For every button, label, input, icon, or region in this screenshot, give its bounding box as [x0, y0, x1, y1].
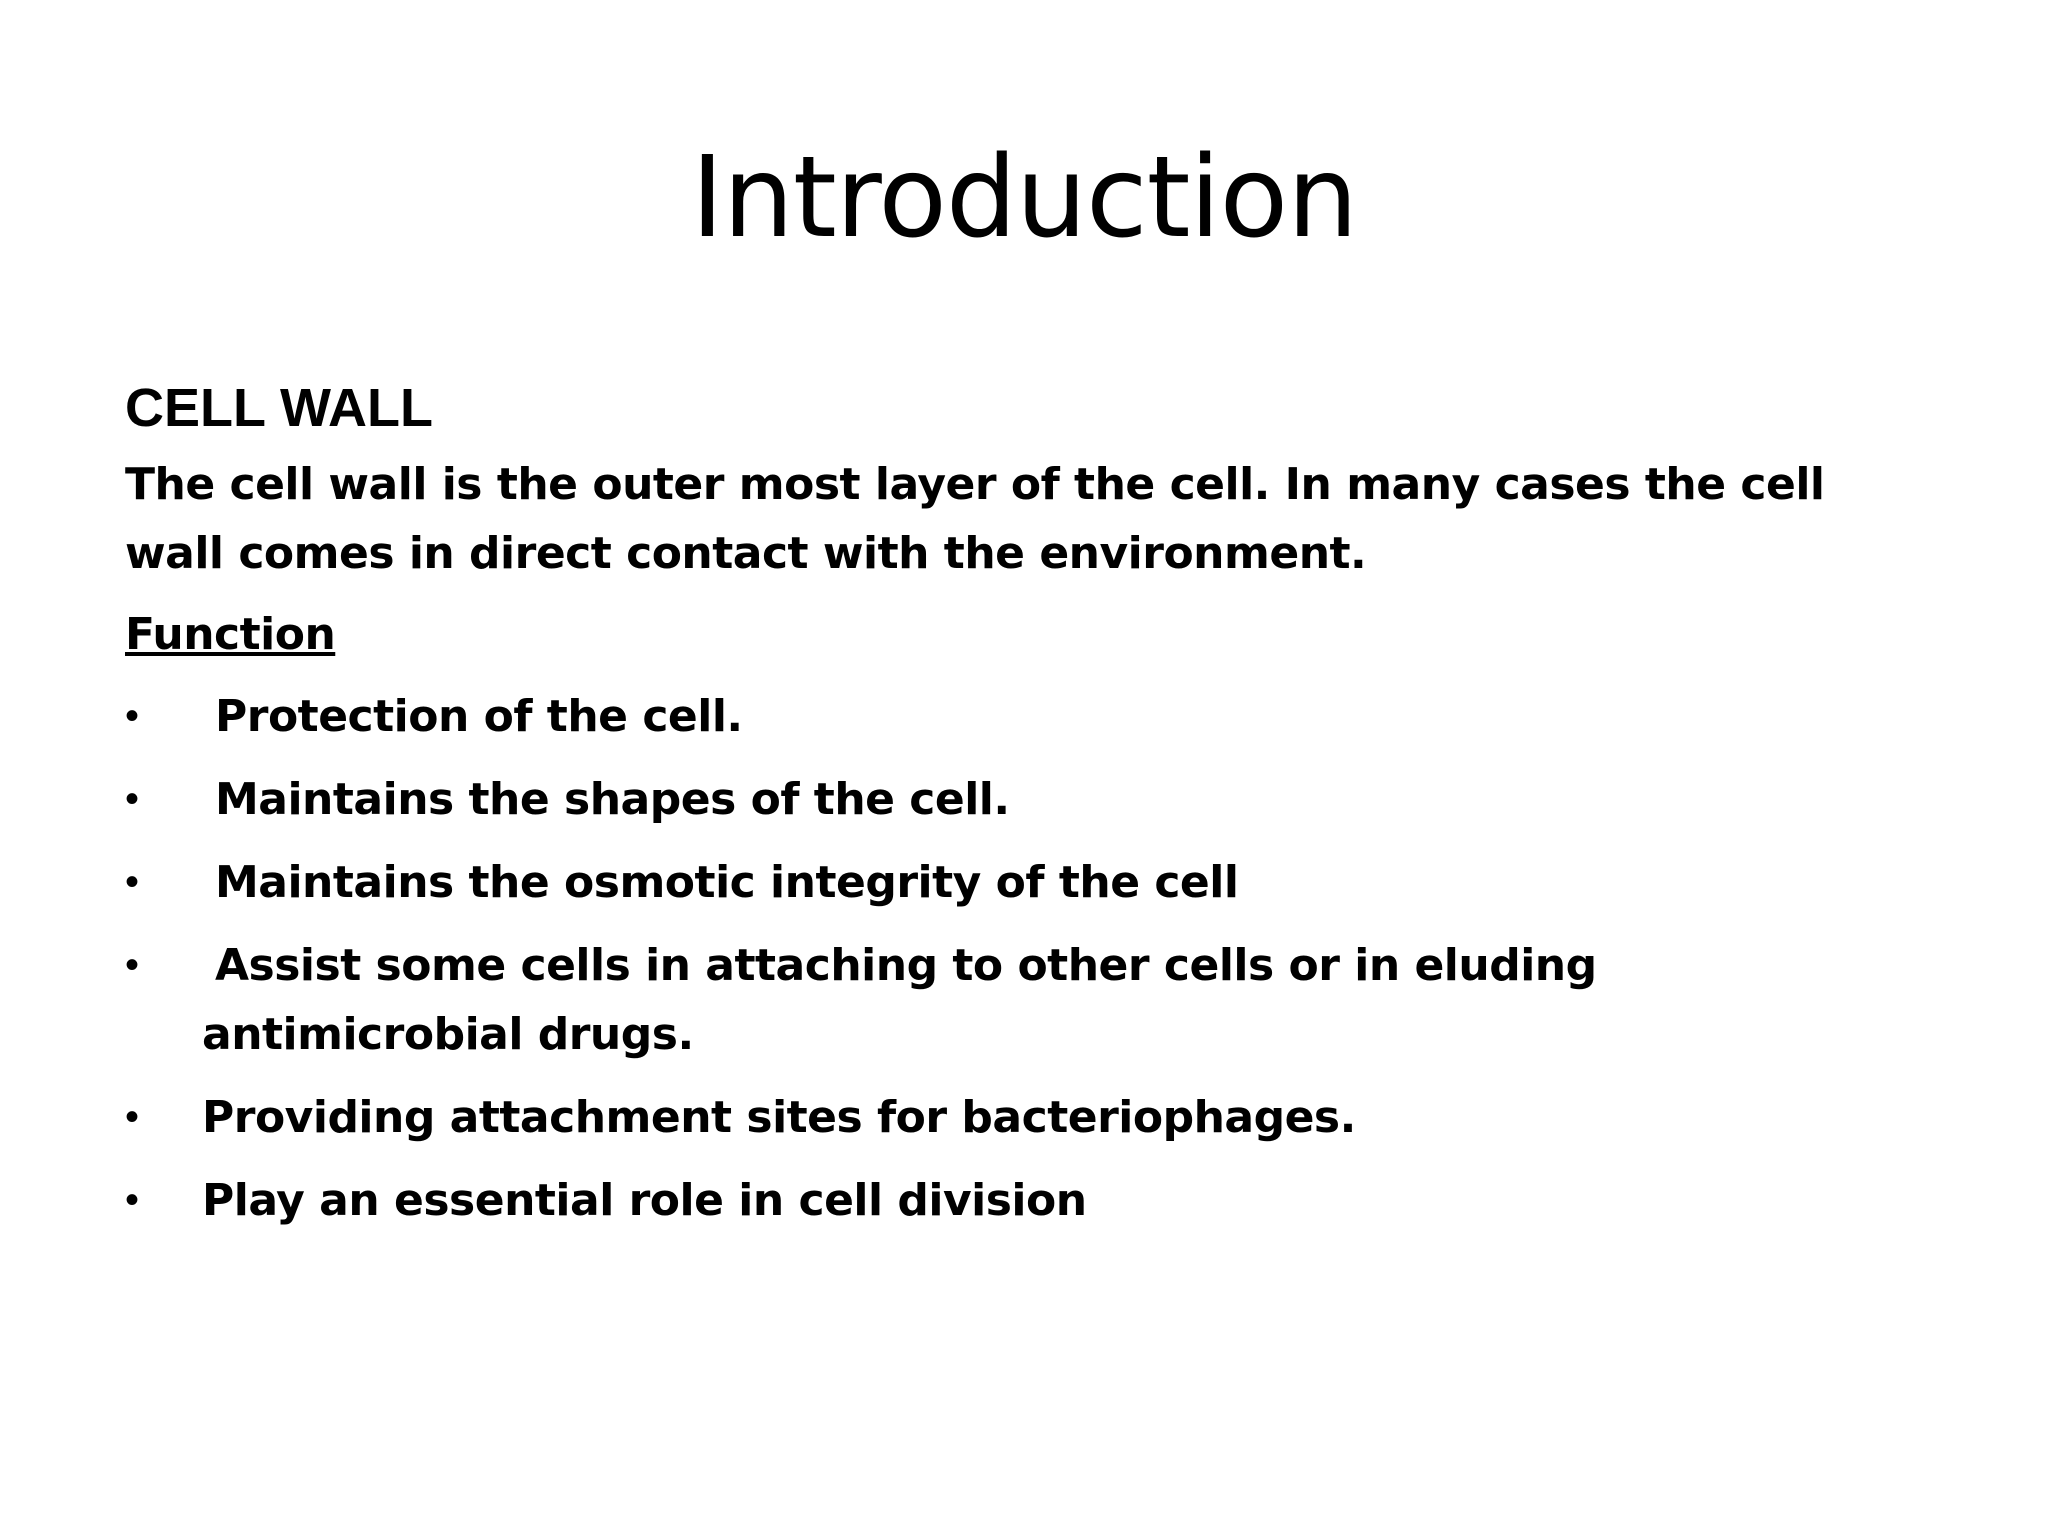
bullet-icon: • — [125, 694, 139, 738]
list-item — [125, 765, 1915, 834]
list-item — [125, 682, 1915, 751]
list-item — [125, 1083, 1915, 1152]
list-item — [125, 931, 1915, 1069]
bullet-icon: • — [125, 1178, 139, 1222]
slide-content — [125, 372, 1915, 1249]
slide-title: Introduction — [690, 133, 1358, 263]
bullet-icon: • — [125, 1095, 139, 1139]
list-item-text: Assist some cells in attaching to other cells or in eluding antimicrobial drugs. — [202, 940, 1597, 1060]
list-item-text: Maintains the shapes of the cell. — [215, 774, 1010, 825]
list-item — [125, 1166, 1915, 1235]
section-heading: CELL WALL — [125, 378, 433, 438]
function-label: Function — [125, 609, 336, 660]
bullet-icon: • — [125, 777, 139, 821]
list-item-text: Maintains the osmotic integrity of the cell — [215, 857, 1239, 908]
bullet-icon: • — [125, 860, 139, 904]
description-paragraph: The cell wall is the outer most layer of the cell. In many cases the cell wall comes in direct contact with the environment. — [125, 459, 1825, 579]
list-item-text: Protection of the cell. — [215, 691, 743, 742]
function-list — [125, 682, 1915, 1235]
list-item-text: Providing attachment sites for bacteriophages. — [202, 1092, 1356, 1143]
list-item-text: Play an essential role in cell division — [202, 1175, 1087, 1226]
bullet-icon: • — [125, 943, 139, 987]
list-item — [125, 848, 1915, 917]
